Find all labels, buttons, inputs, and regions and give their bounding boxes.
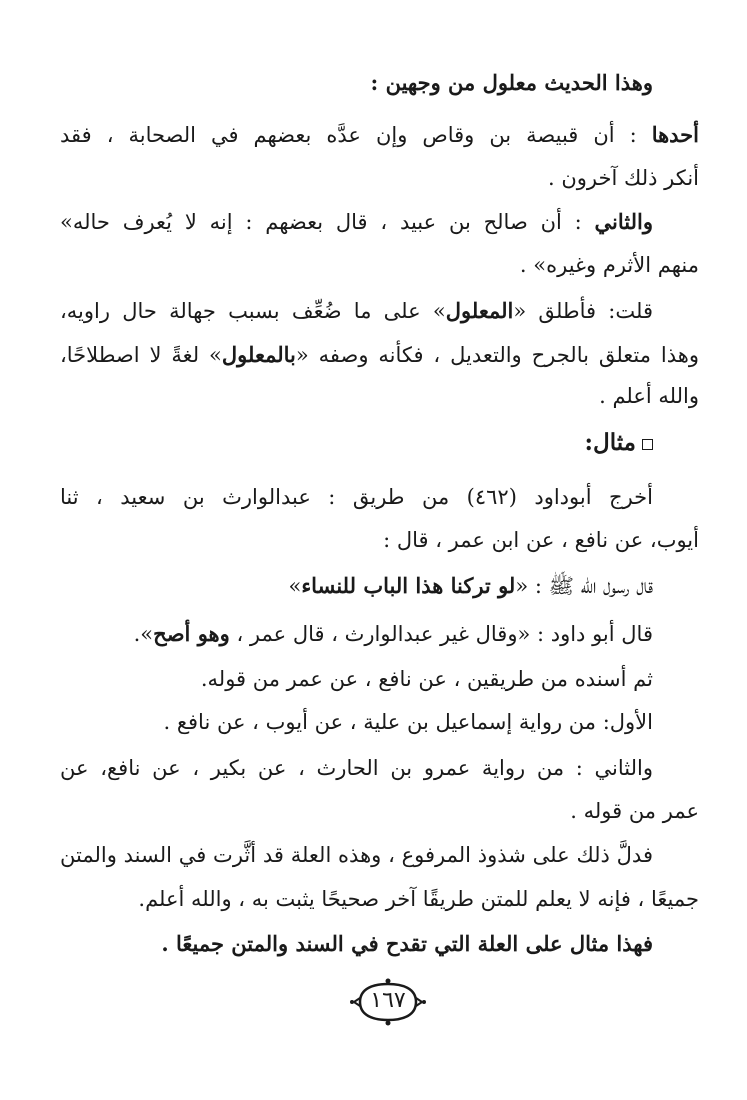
two-routes-line [60, 664, 653, 694]
text-segment: » على ما ضُعِّف بسبب جهالة حال راويه، [60, 299, 446, 323]
text-segment: أنكر ذلك آخرون . [548, 166, 699, 190]
text-segment: فدلَّ ذلك على شذوذ المرفوع ، وهذه العلة قد أثَّرت في السند والمتن [60, 843, 653, 867]
text-segment: وهذا الحديث معلول من وجهين : [370, 70, 653, 95]
first-route-line [60, 707, 653, 737]
text-segment: عمر من قوله . [570, 799, 699, 823]
page-number-ornament [348, 978, 428, 1026]
example-heading [60, 428, 653, 458]
text-segment: والثاني : من رواية عمرو بن الحارث ، عن بكير ، عن نافع، عن [60, 756, 653, 780]
text-segment: ثم أسنده من طريقين ، عن نافع ، عن عمر من قوله. [200, 667, 653, 691]
square-bullet-icon [642, 439, 653, 450]
text-segment: : أن صالح بن عبيد ، قال بعضهم : إنه لا يُعرف حاله» [60, 210, 595, 234]
section-intro [60, 68, 653, 98]
text-segment: » لغةً لا اصطلاحًا، [60, 343, 222, 367]
hadith-chain-line-1 [60, 482, 653, 512]
text-segment: أخرج أبوداود (٤٦٢) من طريق : عبدالوارث بن سعيد ، ثنا [60, 485, 653, 509]
text-segment: أيوب، عن نافع ، عن ابن عمر ، قال : [383, 528, 699, 552]
term-maalool: المعلول [445, 298, 514, 323]
comment-line-3 [60, 381, 699, 411]
comment-line-2 [60, 340, 699, 370]
conclusion-line-2 [60, 884, 699, 914]
conclusion-line-1 [60, 840, 653, 870]
verdict-text: وهو أصح [153, 621, 230, 646]
reason-two-line-1 [60, 207, 653, 237]
abudawud-comment-line [60, 619, 653, 649]
text-segment: » [288, 574, 302, 598]
term-bilmaalool: بالمعلول [221, 342, 296, 367]
hadith-text-line [60, 571, 653, 601]
text-segment: الأول: من رواية إسماعيل بن علية ، عن أيوب ، عن نافع . [163, 710, 653, 734]
second-route-line-1 [60, 753, 653, 783]
text-segment: ». [133, 622, 154, 646]
heading-first: أحدها [651, 122, 699, 147]
hadith-chain-line-2 [60, 525, 699, 555]
hadith-quote: لو تركنا هذا الباب للنساء [301, 573, 516, 598]
text-segment: منهم الأثرم وغيره» . [519, 253, 699, 277]
text-segment: قال رسول الله ﷺ : « [515, 574, 653, 598]
summary-line [60, 929, 653, 959]
heading-second: والثاني [594, 209, 653, 234]
text-segment: فهذا مثال على العلة التي تقدح في السند والمتن جميعًا . [161, 931, 653, 956]
text-segment: والله أعلم . [599, 384, 699, 408]
text-segment: قلت: فأطلق « [513, 299, 653, 323]
page-number: ١٦٧ [370, 988, 406, 1013]
example-title: مثال: [584, 429, 636, 456]
text-segment: : أن قبيصة بن وقاص وإن عدَّه بعضهم في الصحابة ، فقد [60, 123, 652, 147]
comment-line-1 [60, 296, 653, 326]
reason-one-line-2 [60, 163, 699, 193]
text-segment: قال أبو داود : «وقال غير عبدالوارث ، قال عمر ، [229, 622, 653, 646]
second-route-line-2 [60, 796, 699, 826]
text-segment: جميعًا ، فإنه لا يعلم للمتن طريقًا آخر صحيحًا يثبت به ، والله أعلم. [138, 887, 699, 911]
text-segment: وهذا متعلق بالجرح والتعديل ، فكأنه وصفه « [295, 343, 699, 367]
reason-one-line-1 [60, 120, 699, 150]
reason-two-line-2 [60, 250, 699, 280]
